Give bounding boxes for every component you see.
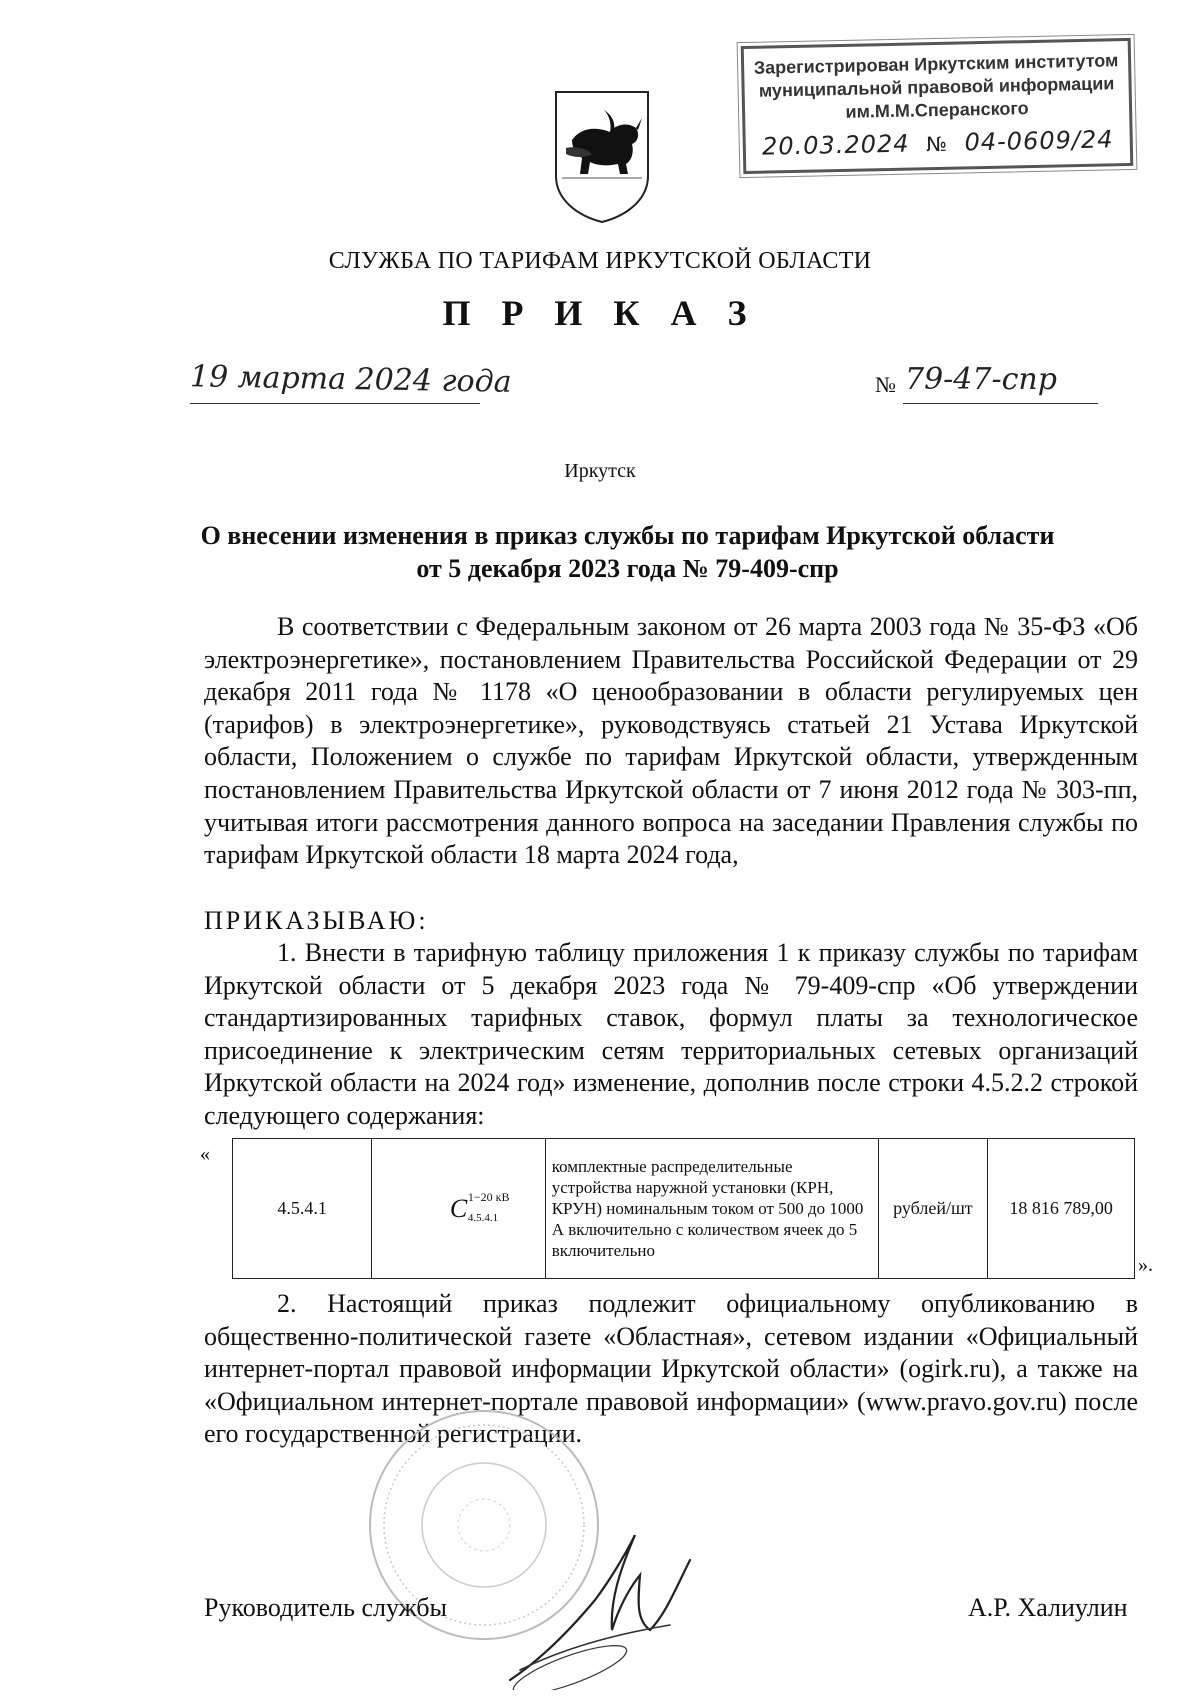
registration-date: 20.03.2024 <box>761 129 910 161</box>
coat-of-arms-icon <box>552 88 652 226</box>
registration-number: 04-0609/24 <box>964 125 1114 157</box>
document-number-label: № <box>875 372 896 397</box>
organization-name: СЛУЖБА ПО ТАРИФАМ ИРКУТСКОЙ ОБЛАСТИ <box>328 248 872 274</box>
number-underline <box>903 403 1098 404</box>
preamble-paragraph: В соответствии с Федеральным законом от 26 марта 2003 года № 35-ФЗ «Об электроэнергетике», постановлением Правительства Российской Федерации от 29 декабря 2011 года № 1178 «О ценообразовании в области регулируемых цен (тарифов) в электроэнергетике», руководствуясь статьей 21 Устава Иркутской области, Положением о службе по тарифам Иркутской области, утвержденным постановлением Правительства Иркутской области от 7 июня 2012 года № 303-пп, учитывая итоги рассмотрения данного вопроса на заседании Правления службы по тарифам Иркутской области 18 марта 2024 года, <box>204 612 1138 870</box>
document-subject <box>200 519 1055 585</box>
registration-stamp-line2: муниципальной правовой информации <box>758 73 1115 101</box>
rate-symbol <box>449 1189 510 1224</box>
tariff-table <box>232 1138 1135 1279</box>
registration-number-label: № <box>925 131 949 157</box>
row-value: 18 816 789,00 <box>988 1139 1135 1279</box>
row-code: 4.5.4.1 <box>233 1139 372 1279</box>
subject-line2: от 5 декабря 2023 года № 79-409-спр <box>416 554 839 583</box>
signer-title: Руководитель службы <box>204 1593 447 1622</box>
signer-name: А.Р. Халиулин <box>968 1593 1128 1622</box>
rate-symbol-superscript: 1−20 кВ <box>467 1189 510 1204</box>
document-type: П Р И К А З <box>442 293 758 333</box>
item-1-paragraph: 1. Внести в тарифную таблицу приложения 1 к приказу службы по тарифам Иркутской области от 5 декабря 2023 года № 79-409-спр «Об утверждении стандартизированных тарифных ставок, формул платы за технологическое присоединение к электрическим сетям территориальных сетевых организаций Иркутской области на 2024 год» изменение, дополнив после строки 4.5.2.2 строкой следующего содержания: <box>204 938 1138 1130</box>
order-word: ПРИКАЗЫВАЮ: <box>204 906 429 935</box>
document-date: 19 марта 2024 года <box>189 359 512 400</box>
handwritten-signature-icon <box>500 1520 700 1690</box>
item-2-paragraph: 2. Настоящий приказ подлежит официальному опубликованию в общественно-политической газете «Областная», сетевом издании «Официальный интернет-портал правовой информации Иркутской области» (ogirk.ru), а также на «Официальном интернет-портале правовой информации» (www.pravo.gov.ru) после его государственной регистрации. <box>204 1289 1138 1449</box>
row-symbol <box>372 1139 545 1279</box>
row-unit: рублей/шт <box>878 1139 988 1279</box>
city: Иркутск <box>564 460 636 482</box>
date-underline <box>190 403 480 404</box>
document-number: 79-47-спр <box>905 362 1057 397</box>
rate-symbol-subscript: 4.5.4.1 <box>467 1211 499 1224</box>
table-row <box>233 1139 1135 1279</box>
registration-stamp-line3: им.М.М.Сперанского <box>845 98 1029 122</box>
table-quote-open: « <box>200 1143 210 1165</box>
registration-stamp-line1: Зарегистрирован Иркутским институтом <box>753 50 1119 78</box>
row-description: комплектные распределительные устройства наружной установки (КРН, КРУН) номинальным током от 500 до 1000 А включительно с количеством ячеек до 5 включительно <box>545 1139 878 1279</box>
table-quote-close: ». <box>1138 1254 1153 1276</box>
registration-stamp-handwritten <box>746 125 1130 161</box>
registration-stamp <box>741 38 1134 174</box>
rate-symbol-letter: C <box>449 1193 468 1223</box>
subject-line1: О внесении изменения в приказ службы по тарифам Иркутской области <box>200 521 1055 550</box>
